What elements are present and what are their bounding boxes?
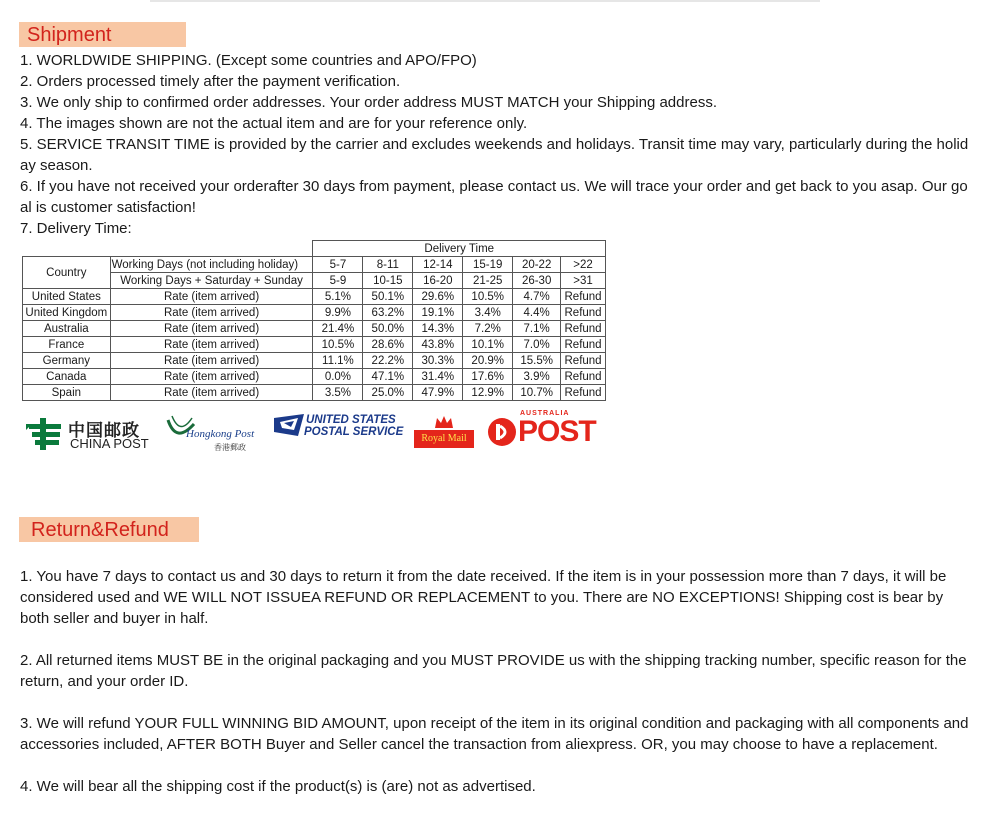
- table-cell: 50.0%: [363, 321, 413, 337]
- table-cell: 21-25: [463, 273, 513, 289]
- table-cell: 17.6%: [463, 369, 513, 385]
- country-cell: Australia: [23, 321, 111, 337]
- table-cell: 16-20: [413, 273, 463, 289]
- table-cell: 28.6%: [363, 337, 413, 353]
- table-cell: 22.2%: [363, 353, 413, 369]
- carrier-logos: [22, 410, 607, 460]
- table-cell: 63.2%: [363, 305, 413, 321]
- refund-paragraph-3: 3. We will refund YOUR FULL WINNING BID AMOUNT, upon receipt of the item in its original condition and packaging with all components and accessories included, AFTER BOTH Buyer and Seller cancel the transaction from aliexpress. OR, you may choose to have a replacement.: [20, 715, 969, 753]
- table-cell: Refund: [561, 337, 606, 353]
- working-days-weekend-row: [23, 273, 606, 289]
- table-row: [23, 385, 606, 401]
- table-cell: 10.1%: [463, 337, 513, 353]
- table-cell: >22: [561, 257, 606, 273]
- hongkong-post-logo: [162, 410, 262, 458]
- table-cell: 30.3%: [413, 353, 463, 369]
- rate-label-cell: Rate (item arrived): [110, 321, 313, 337]
- rate-label-cell: Rate (item arrived): [110, 289, 313, 305]
- shipment-item-1: 1. WORLDWIDE SHIPPING. (Except some countries and APO/FPO): [20, 52, 477, 69]
- table-row: [23, 305, 606, 321]
- rate-label-cell: Rate (item arrived): [110, 353, 313, 369]
- table-cell: 15-19: [463, 257, 513, 273]
- table-cell: 12.9%: [463, 385, 513, 401]
- rate-label-cell: Rate (item arrived): [110, 337, 313, 353]
- working-days-weekend-label: Working Days + Saturday + Sunday: [110, 273, 313, 289]
- table-cell: 8-11: [363, 257, 413, 273]
- country-cell: United Kingdom: [23, 305, 111, 321]
- table-cell: 43.8%: [413, 337, 463, 353]
- rate-label-cell: Rate (item arrived): [110, 305, 313, 321]
- table-cell: 31.4%: [413, 369, 463, 385]
- table-cell: 21.4%: [313, 321, 363, 337]
- table-cell: 5-7: [313, 257, 363, 273]
- table-cell: 47.9%: [413, 385, 463, 401]
- table-cell: 10.5%: [313, 337, 363, 353]
- table-cell: 4.7%: [513, 289, 561, 305]
- china-post-chinese-text: 中国邮政: [68, 421, 140, 441]
- table-row: [23, 321, 606, 337]
- table-row: [23, 369, 606, 385]
- shipment-item-6: 6. If you have not received your orderafter 30 days from payment, please contact us. We will trace your order and get back to you asap. Our goal is customer satisfaction!: [20, 178, 968, 216]
- crown-icon: [433, 414, 455, 430]
- table-cell: 47.1%: [363, 369, 413, 385]
- shipment-item-5: 5. SERVICE TRANSIT TIME is provided by the carrier and excludes weekends and holidays. Transit time may vary, particularly during the holiday season.: [20, 136, 969, 174]
- table-cell: 3.9%: [513, 369, 561, 385]
- shipment-item-7: 7. Delivery Time:: [20, 220, 132, 237]
- table-cell: 10.5%: [463, 289, 513, 305]
- return-refund-body: [20, 566, 975, 818]
- top-divider: [150, 0, 820, 2]
- table-cell: 29.6%: [413, 289, 463, 305]
- china-post-emblem-icon: [26, 416, 66, 452]
- table-cell: 10.7%: [513, 385, 561, 401]
- table-cell: 7.0%: [513, 337, 561, 353]
- auspost-country-text: AUSTRALIA: [520, 410, 570, 417]
- table-cell: 20.9%: [463, 353, 513, 369]
- table-cell: 7.1%: [513, 321, 561, 337]
- delivery-time-title: Delivery Time: [313, 241, 606, 257]
- usps-line-2: POSTAL SERVICE: [304, 426, 404, 438]
- table-cell: 20-22: [513, 257, 561, 273]
- royal-mail-text: Royal Mail: [414, 430, 474, 448]
- table-row: [23, 337, 606, 353]
- rate-label-cell: Rate (item arrived): [110, 385, 313, 401]
- china-post-english-text: CHINA POST: [70, 436, 149, 451]
- usps-line-1: UNITED STATES: [306, 414, 396, 426]
- table-row: [23, 289, 606, 305]
- country-header: Country: [23, 257, 111, 289]
- table-cell: Refund: [561, 385, 606, 401]
- china-post-logo: [22, 410, 154, 458]
- refund-paragraph-1: 1. You have 7 days to contact us and 30 days to return it from the date received. If the item is in your possession more than 7 days, it will be considered used and WE WILL NOT ISSUEA REFUND OR REPLACEMENT to you. There are NO EXCEPTIONS! Shipping cost is bear by both seller and buyer in half.: [20, 568, 947, 627]
- australia-post-logo: [486, 410, 607, 458]
- working-days-row: [23, 257, 606, 273]
- delivery-time-table: [22, 240, 606, 401]
- shipment-list: [20, 50, 975, 239]
- auspost-word-text: POST: [518, 415, 596, 448]
- shipment-item-4: 4. The images shown are not the actual item and are for your reference only.: [20, 115, 528, 132]
- shipment-item-2: 2. Orders processed timely after the payment verification.: [20, 73, 401, 90]
- return-refund-heading: Return&Refund: [19, 517, 199, 542]
- country-cell: Canada: [23, 369, 111, 385]
- table-cell: 12-14: [413, 257, 463, 273]
- table-cell: 0.0%: [313, 369, 363, 385]
- table-cell: 5-9: [313, 273, 363, 289]
- usps-eagle-icon: [274, 414, 304, 436]
- rate-label-cell: Rate (item arrived): [110, 369, 313, 385]
- table-cell: 5.1%: [313, 289, 363, 305]
- table-cell: Refund: [561, 369, 606, 385]
- table-cell: 25.0%: [363, 385, 413, 401]
- royal-mail-logo: [414, 410, 474, 458]
- refund-paragraph-4: 4. We will bear all the shipping cost if the product(s) is (are) not as advertised.: [20, 778, 536, 795]
- table-cell: 50.1%: [363, 289, 413, 305]
- table-cell: 11.1%: [313, 353, 363, 369]
- table-cell: 26-30: [513, 273, 561, 289]
- table-cell: Refund: [561, 289, 606, 305]
- table-cell: 15.5%: [513, 353, 561, 369]
- auspost-p-icon: [488, 418, 516, 446]
- table-cell: 4.4%: [513, 305, 561, 321]
- table-cell: 10-15: [363, 273, 413, 289]
- country-cell: Spain: [23, 385, 111, 401]
- working-days-label: Working Days (not including holiday): [110, 257, 313, 273]
- table-cell: 3.5%: [313, 385, 363, 401]
- table-cell: 14.3%: [413, 321, 463, 337]
- table-cell: 9.9%: [313, 305, 363, 321]
- usps-logo: [274, 410, 406, 458]
- table-cell: 7.2%: [463, 321, 513, 337]
- refund-paragraph-2: 2. All returned items MUST BE in the original packaging and you MUST PROVIDE us with the shipping tracking number, specific reason for the return, and your order ID.: [20, 652, 967, 690]
- table-cell: Refund: [561, 305, 606, 321]
- shipment-item-3: 3. We only ship to confirmed order addresses. Your order address MUST MATCH your Shipping address.: [20, 94, 717, 111]
- hongkong-post-english-text: Hongkong Post: [186, 428, 255, 440]
- table-cell: Refund: [561, 353, 606, 369]
- shipment-heading: Shipment: [19, 22, 186, 47]
- delivery-table-body: [23, 241, 606, 401]
- table-cell: 3.4%: [463, 305, 513, 321]
- country-cell: France: [23, 337, 111, 353]
- table-cell: 19.1%: [413, 305, 463, 321]
- table-cell: >31: [561, 273, 606, 289]
- table-row: [23, 353, 606, 369]
- table-cell: Refund: [561, 321, 606, 337]
- delivery-time-table-container: [22, 240, 606, 401]
- country-cell: United States: [23, 289, 111, 305]
- country-cell: Germany: [23, 353, 111, 369]
- table-title-row: [23, 241, 606, 257]
- hongkong-post-chinese-text: 香港郵政: [214, 443, 246, 452]
